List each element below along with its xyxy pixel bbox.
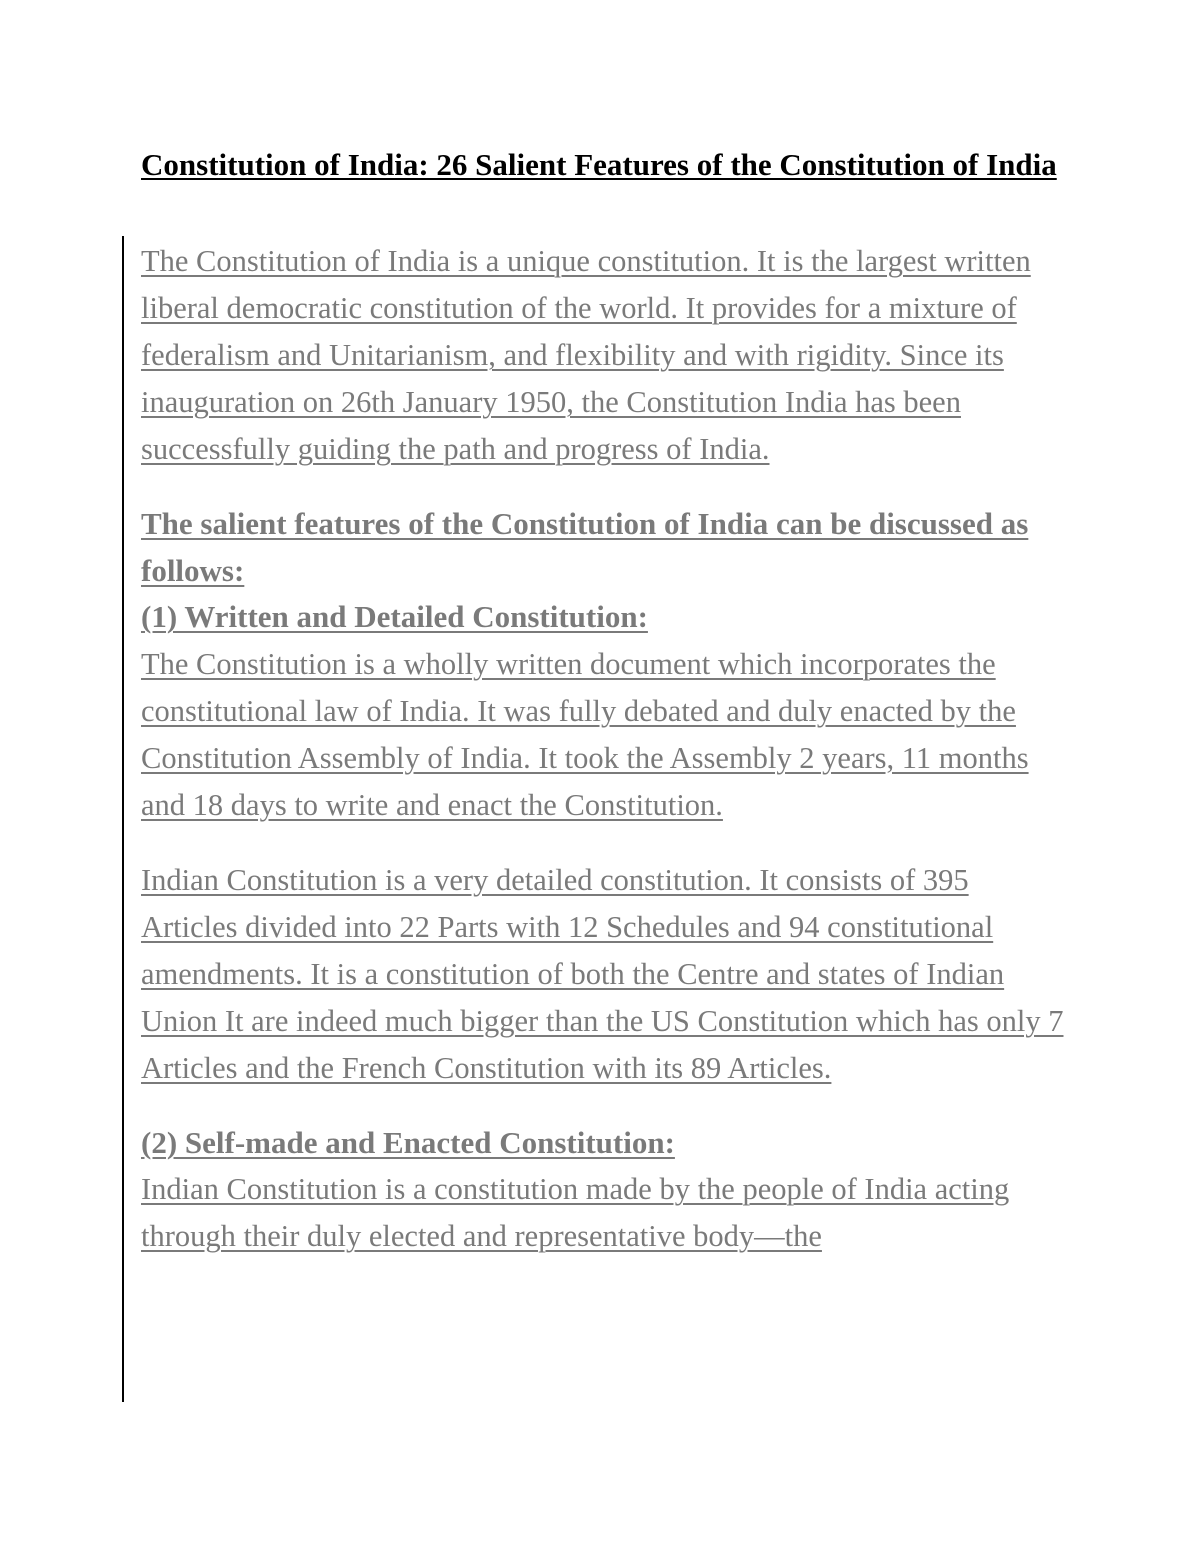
section-1-heading: (1) Written and Detailed Constitution: [141,599,648,634]
page-title: Constitution of India: 26 Salient Features of the Constitution of India [141,147,1057,182]
section-2-heading: (2) Self-made and Enacted Constitution: [141,1124,675,1160]
revision-change-bar [122,236,124,1402]
salient-features-heading: The salient features of the Constitution of India can be discussed as follows: [141,506,1029,588]
intro-paragraph: The Constitution of India is a unique constitution. It is the largest written liberal democratic constitution of the world. It provides for a mixture of federalism and Unitarianism, and flexibility and with rigidity. Since its inauguration on 26th January 1950, the Constitution India has been successfully guiding the path and progress of India. [141,244,1031,466]
section-1-paragraph-1: The Constitution is a wholly written document which incorporates the constitutional law of India. It was fully debated and duly enacted by the Constitution Assembly of India. It took the Assembly 2 years, 11 months and 18 days to write and enact the Constitution. [141,646,1029,822]
section-1-paragraph-2: Indian Constitution is a very detailed constitution. It consists of 395 Articles divided into 22 Parts with 12 Schedules and 94 constitutional amendments. It is a constitution of both the Centre and states of Indian Union It are indeed much bigger than the US Constitution which has only 7 Articles and the French Constitution with its 89 Articles. [141,862,1064,1085]
section-2-paragraph-1: Indian Constitution is a constitution made by the people of India acting through their duly elected and representative body—the [141,1172,1010,1253]
document-body [141,238,1066,1260]
